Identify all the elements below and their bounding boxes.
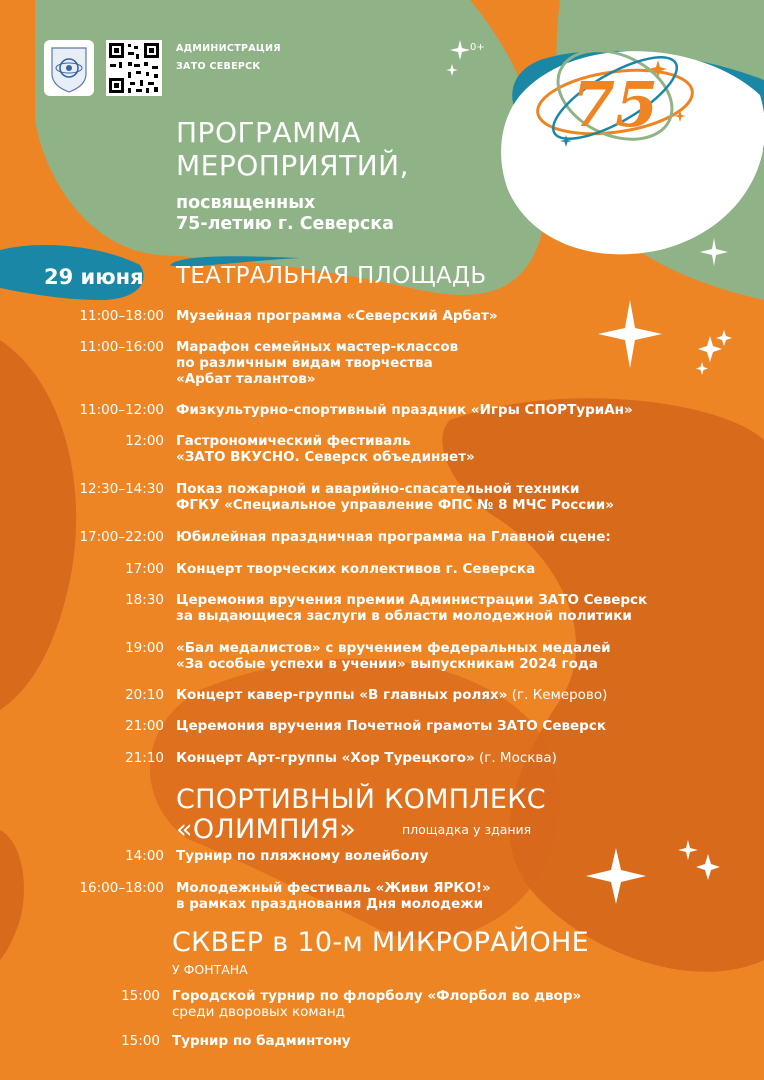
event-description — [176, 592, 746, 624]
anniversary-number: 75 — [571, 68, 659, 141]
event-description-text: «Арбат талантов» — [176, 371, 316, 387]
event-time: 21:00 — [125, 718, 164, 734]
age-rating: 0+ — [470, 42, 485, 53]
event-description-text: «Бал медалистов» с вручением федеральных медалей — [176, 640, 611, 656]
event-description-text: Церемония вручения Почетной грамоты ЗАТО Северск — [176, 718, 607, 734]
event-date: 29 июня — [44, 265, 144, 289]
page-title — [176, 116, 409, 182]
coat-of-arms-logo — [44, 40, 94, 96]
event-time: 15:00 — [121, 1033, 160, 1049]
event-description-line — [176, 640, 746, 656]
event-description-line — [176, 497, 746, 513]
event-time: 15:00 — [121, 988, 160, 1004]
event-description-text: Турнир по бадминтону — [172, 1033, 351, 1049]
event-description — [176, 718, 746, 734]
event-description-text: Молодежный фестиваль «Живи ЯРКО!» — [176, 880, 491, 896]
event-time: 20:10 — [125, 687, 164, 703]
sparkle-icon — [580, 840, 730, 910]
subtitle-line-1: посвященных — [176, 193, 316, 213]
event-description-text: Марафон семейных мастер-классов — [176, 339, 459, 355]
event-description-text: Концерт творческих коллективов г. Северска — [176, 561, 536, 577]
event-description-text: Юбилейная праздничная программа на Главной сцене: — [176, 529, 611, 545]
title-line-1: ПРОГРАММА — [176, 116, 362, 149]
event-description — [176, 433, 746, 465]
event-description-text: Церемония вручения премии Администрации ЗАТО Северск — [176, 592, 648, 608]
organization-name — [176, 40, 281, 76]
event-time: 12:00 — [125, 433, 164, 449]
event-description-text: Концерт Арт-группы «Хор Турецкого» — [176, 750, 475, 766]
event-description-line — [176, 561, 746, 577]
event-description-text: Музейная программа «Северский Арбат» — [176, 308, 498, 324]
event-location-note: (г. Кемерово) — [507, 687, 608, 703]
event-description-line — [176, 402, 746, 418]
event-description — [172, 988, 742, 1020]
event-description-note: среди дворовых команд — [172, 1004, 346, 1020]
venue-olympia-caption: площадка у здания — [402, 822, 532, 837]
event-description-line — [176, 449, 746, 465]
event-time: 17:00–22:00 — [79, 529, 164, 545]
sparkle-icon — [598, 300, 738, 380]
event-description-text: за выдающиеся заслуги в области молодежной политики — [176, 608, 632, 624]
qr-code[interactable] — [106, 40, 162, 96]
event-description-line — [176, 718, 746, 734]
event-description-line — [176, 529, 746, 545]
event-description-text: Физкультурно-спортивный праздник «Игры СПОРТуриАн» — [176, 402, 633, 418]
event-time: 14:00 — [125, 848, 164, 864]
page-subtitle — [176, 193, 394, 235]
event-description-text: Городской турнир по флорболу «Флорбол во двор» — [172, 988, 582, 1004]
sparkle-icon — [440, 40, 480, 85]
event-time: 11:00–16:00 — [79, 339, 164, 355]
event-description — [176, 529, 746, 545]
event-description-line — [172, 1033, 742, 1049]
title-line-2: МЕРОПРИЯТИЙ, — [176, 149, 410, 182]
event-description — [176, 640, 746, 672]
event-description — [176, 561, 746, 577]
event-description-line — [176, 481, 746, 497]
event-description-line — [176, 687, 746, 703]
venue-olympia-line-2: «ОЛИМПИЯ» — [176, 814, 357, 845]
venue-olympia-line-1: СПОРТИВНЫЙ КОМПЛЕКС — [176, 784, 546, 815]
event-time: 17:00 — [125, 561, 164, 577]
event-description-line — [176, 433, 746, 449]
org-line-2: ЗАТО СЕВЕРСК — [176, 61, 261, 72]
event-description-text: «За особые успехи в учении» выпускникам 2024 года — [176, 656, 598, 672]
venue-square-10: СКВЕР в 10-м МИКРОРАЙОНЕ — [172, 927, 589, 958]
event-description-text: ФГКУ «Специальное управление ФПС № 8 МЧС России» — [176, 497, 614, 513]
event-time: 18:30 — [125, 592, 164, 608]
event-description — [176, 481, 746, 513]
event-description — [176, 687, 746, 703]
event-time: 12:30–14:30 — [79, 481, 164, 497]
event-description-line — [176, 608, 746, 624]
event-description-text: «ЗАТО ВКУСНО. Северск объединяет» — [176, 449, 475, 465]
venue-theatre-square: ТЕАТРАЛЬНАЯ ПЛОЩАДЬ — [176, 263, 487, 289]
event-time: 11:00–12:00 — [79, 402, 164, 418]
event-description — [176, 402, 746, 418]
anniversary-75-logo — [530, 40, 700, 160]
event-description — [176, 750, 746, 766]
event-description-text: Турнир по пляжному волейболу — [176, 848, 429, 864]
event-description-line — [176, 656, 746, 672]
subtitle-line-2: 75-летию г. Северска — [176, 214, 394, 234]
event-description — [172, 1033, 742, 1049]
org-line-1: АДМИНИСТРАЦИЯ — [176, 43, 281, 54]
sparkle-icon — [700, 238, 728, 266]
event-description-line — [176, 592, 746, 608]
event-description-text: Показ пожарной и аварийно-спасательной техники — [176, 481, 580, 497]
event-location-note: (г. Москва) — [474, 750, 557, 766]
event-description-text: по различным видам творчества — [176, 355, 433, 371]
event-time: 16:00–18:00 — [79, 880, 164, 896]
event-description-line — [172, 988, 742, 1004]
event-description-text: Гастрономический фестиваль — [176, 433, 411, 449]
event-time: 19:00 — [125, 640, 164, 656]
event-time: 11:00–18:00 — [79, 308, 164, 324]
venue-square-10-caption: У ФОНТАНА — [172, 962, 248, 977]
event-description-text: в рамках празднования Дня молодежи — [176, 896, 484, 912]
event-time: 21:10 — [125, 750, 164, 766]
event-description-line — [176, 750, 746, 766]
event-description-text: Концерт кавер-группы «В главных ролях» — [176, 687, 508, 703]
